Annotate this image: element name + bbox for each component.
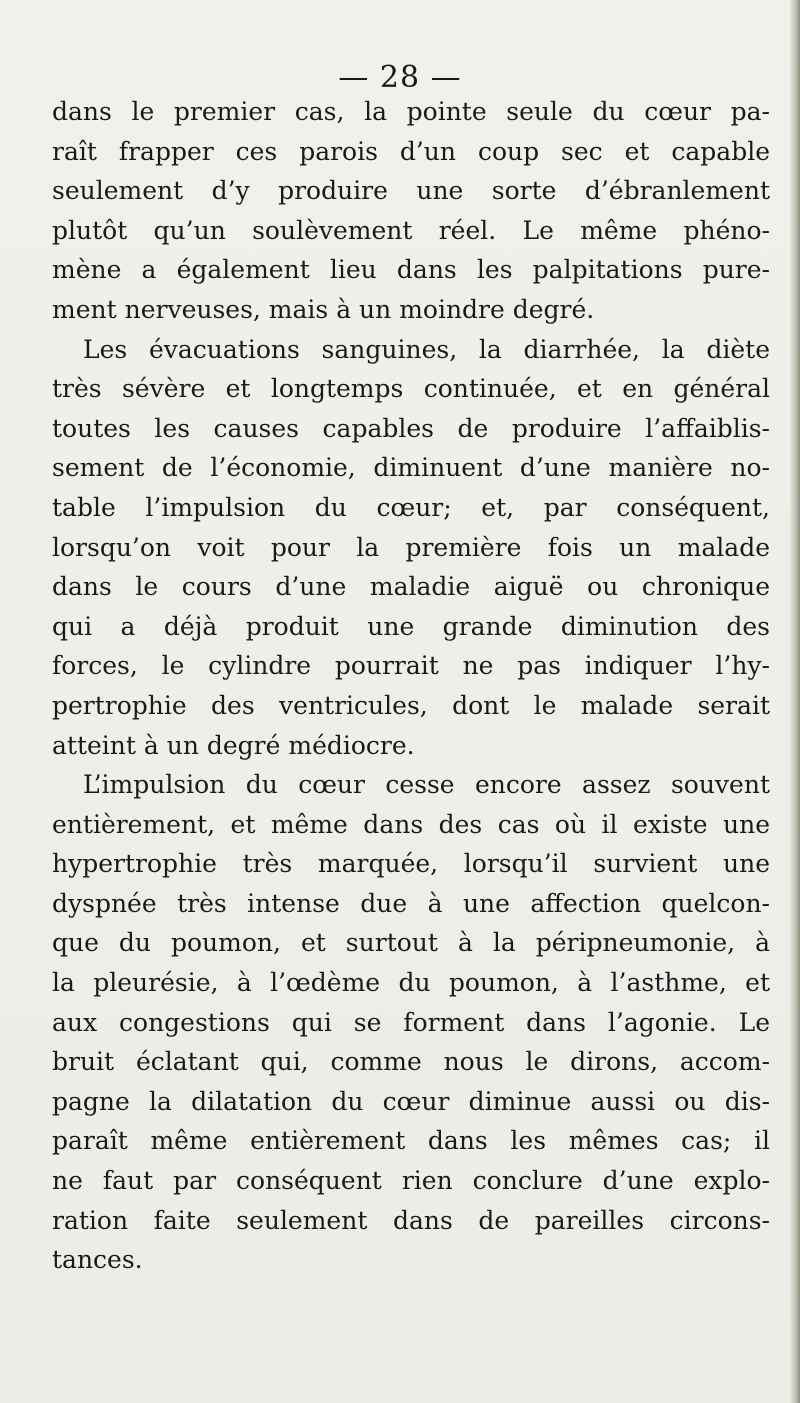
text-line: mène a également lieu dans les palpitations pure- xyxy=(52,255,770,285)
text-line: pertrophie des ventricules, dont le malade serait xyxy=(52,690,770,720)
paragraph-start-line: Les évacuations sanguines, la diarrhée, la diète xyxy=(83,334,770,364)
text-line: dans le premier cas, la pointe seule du cœur pa- xyxy=(52,97,770,126)
text-line: paraît même entièrement dans les mêmes cas; il xyxy=(52,1126,770,1156)
text-line: très sévère et longtemps continuée, et en général xyxy=(52,374,770,404)
text-line: bruit éclatant qui, comme nous le dirons, accom- xyxy=(52,1047,770,1077)
text-line: plutôt qu’un soulèvement réel. Le même phéno- xyxy=(52,215,770,245)
text-line: entièrement, et même dans des cas où il existe une xyxy=(52,809,770,839)
text-line: dyspnée très intense due à une affection quelcon- xyxy=(52,888,770,918)
text-line: seulement d’y produire une sorte d’ébranlement xyxy=(52,176,770,206)
text-line: toutes les causes capables de produire l’affaiblis- xyxy=(52,413,770,443)
paragraph-end-line: tances. xyxy=(52,1245,143,1275)
paragraph-end-line: atteint à un degré médiocre. xyxy=(52,730,415,760)
page-edge-shadow xyxy=(790,0,800,1403)
text-line: la pleurésie, à l’œdème du poumon, à l’asthme, et xyxy=(52,968,770,998)
text-line: raît frapper ces parois d’un coup sec et capable xyxy=(52,136,770,166)
paragraph-end-line: ment nerveuses, mais à un moindre degré. xyxy=(52,294,595,324)
text-line: forces, le cylindre pourrait ne pas indiquer l’hy- xyxy=(52,651,770,681)
text-line: aux congestions qui se forment dans l’agonie. Le xyxy=(52,1007,770,1037)
text-line: dans le cours d’une maladie aiguë ou chronique xyxy=(52,572,770,602)
text-line: lorsqu’on voit pour la première fois un malade xyxy=(52,532,770,562)
text-line: table l’impulsion du cœur; et, par conséquent, xyxy=(52,492,770,522)
text-line: que du poumon, et surtout à la péripneumonie, à xyxy=(52,928,770,958)
page-number: — 28 — xyxy=(338,60,462,95)
paragraph-start-line: L’impulsion du cœur cesse encore assez souvent xyxy=(83,770,770,800)
text-line: qui a déjà produit une grande diminution des xyxy=(52,611,770,641)
text-line: pagne la dilatation du cœur diminue aussi ou dis- xyxy=(52,1086,770,1116)
text-line: sement de l’économie, diminuent d’une manière no- xyxy=(52,453,770,483)
body-text xyxy=(52,92,770,1280)
text-line: ne faut par conséquent rien conclure d’une explo- xyxy=(52,1166,770,1196)
text-line: ration faite seulement dans de pareilles circons- xyxy=(52,1205,770,1235)
text-line: hypertrophie très marquée, lorsqu’il survient une xyxy=(52,849,770,879)
